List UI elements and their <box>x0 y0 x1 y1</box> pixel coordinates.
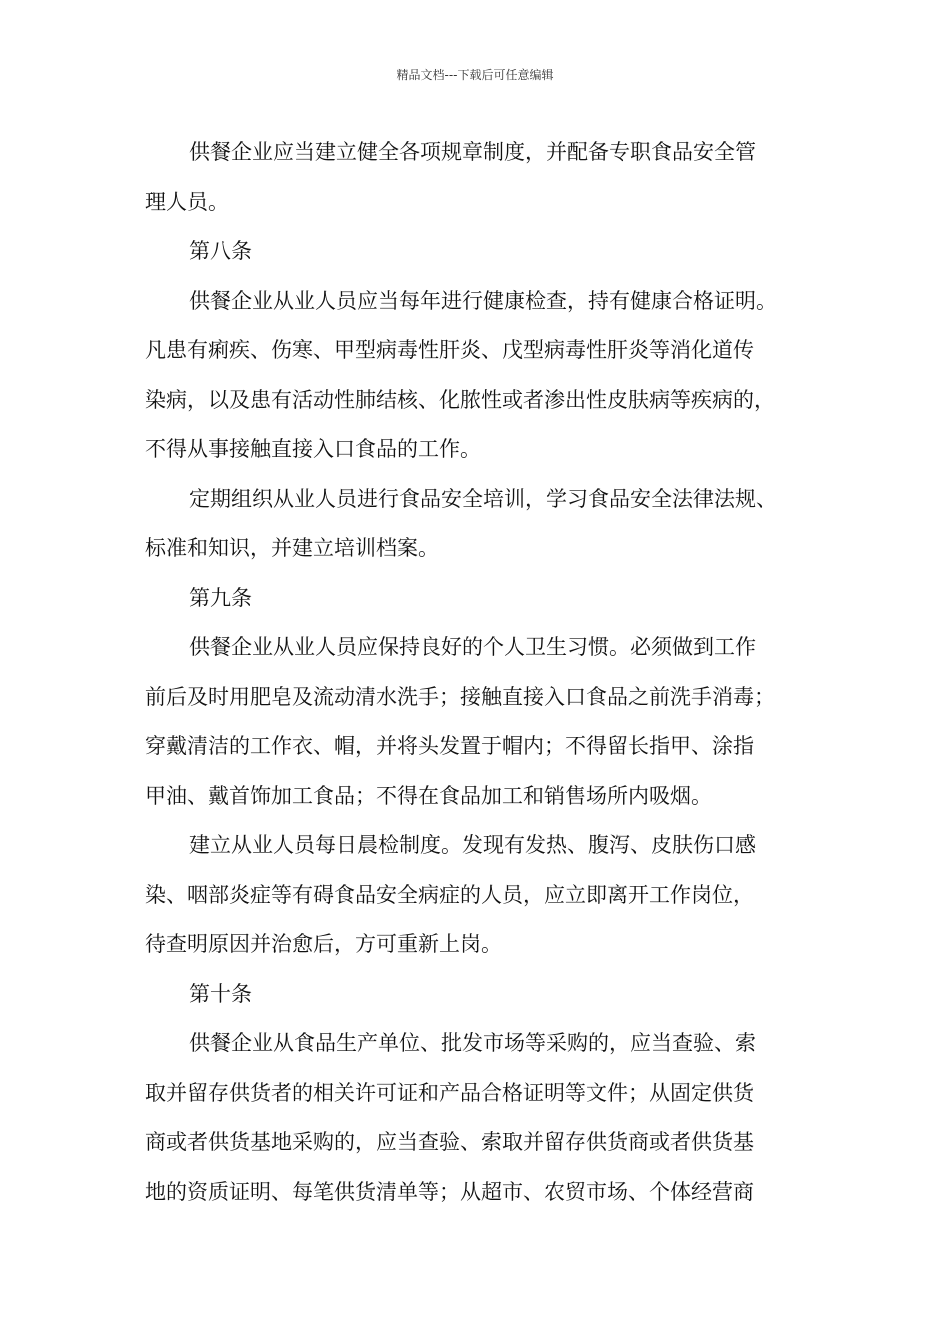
text-line: 第九条 <box>189 585 252 610</box>
text-line: 商或者供货基地采购的，应当查验、索取并留存供货商或者供货基 <box>145 1130 754 1154</box>
text-line: 理人员。 <box>145 189 229 214</box>
text-line: 第十条 <box>189 981 252 1006</box>
text-line: 建立从业人员每日晨检制度。发现有发热、腹泻、皮肤伤口感 <box>189 833 756 857</box>
text-line: 标准和知识，并建立培训档案。 <box>145 536 439 560</box>
text-line: 染病，以及患有活动性肺结核、化脓性或者渗出性皮肤病等疾病的， <box>145 387 775 412</box>
text-line: 甲油、戴首饰加工食品；不得在食品加工和销售场所内吸烟。 <box>145 783 712 808</box>
document-body <box>145 132 810 1221</box>
text-line: 供餐企业从业人员应保持良好的个人卫生习惯。必须做到工作 <box>189 635 756 659</box>
text-line: 染、咽部炎症等有碍食品安全病症的人员，应立即离开工作岗位， <box>145 882 754 907</box>
text-line: 穿戴清洁的工作衣、帽，并将头发置于帽内；不得留长指甲、涂指 <box>145 734 754 758</box>
text-line: 供餐企业应当建立健全各项规章制度，并配备专职食品安全管 <box>189 140 756 164</box>
text-line: 取并留存供货者的相关许可证和产品合格证明等文件；从固定供货 <box>145 1080 754 1105</box>
text-line: 第八条 <box>189 239 252 263</box>
text-line: 地的资质证明、每笔供货清单等；从超市、农贸市场、个体经营商 <box>145 1179 754 1204</box>
text-line: 不得从事接触直接入口食品的工作。 <box>145 437 481 461</box>
text-line: 定期组织从业人员进行食品安全培训，学习食品安全法律法规、 <box>189 486 777 511</box>
text-line: 供餐企业从业人员应当每年进行健康检查，持有健康合格证明。 <box>189 288 777 313</box>
text-line: 凡患有痢疾、伤寒、甲型病毒性肝炎、戊型病毒性肝炎等消化道传 <box>145 338 754 362</box>
text-line: 前后及时用肥皂及流动清水洗手；接触直接入口食品之前洗手消毒； <box>145 684 775 709</box>
text-line: 待查明原因并治愈后，方可重新上岗。 <box>145 932 502 956</box>
text-line: 供餐企业从食品生产单位、批发市场等采购的，应当查验、索 <box>189 1031 756 1055</box>
page-header: 精品文档---下载后可任意编辑 <box>396 68 554 82</box>
